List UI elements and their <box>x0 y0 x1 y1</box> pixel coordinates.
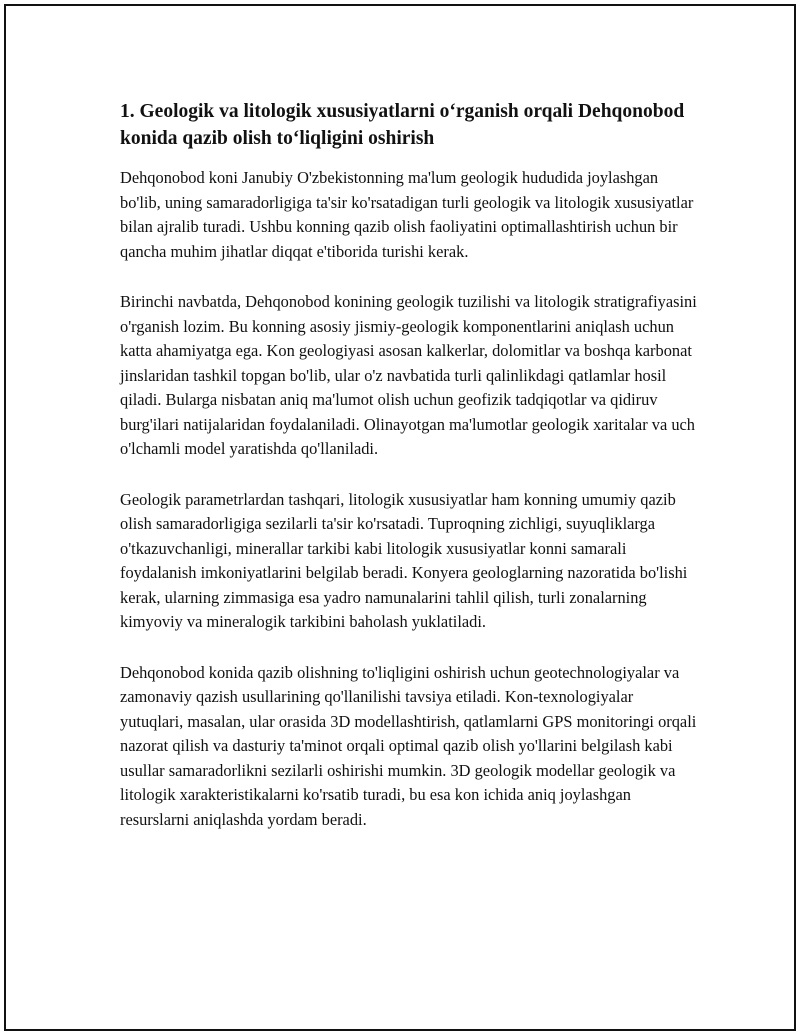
document-page <box>4 4 796 1031</box>
paragraph-technologies: Dehqonobod konida qazib olishning to'liqligini oshirish uchun geotechnologiyalar va zamonaviy qazish usullarining qo'llanilishi tavsiya etiladi. Kon-texnologiyalar yutuqlari, masalan, ular orasida 3D modellashtirish, qatlamlarni GPS monitoringi orqali nazorat qilish va dasturiy ta'minot orqali optimal qazib olish yo'llarini belgilash kabi usullar samaradorlikni sezilarli oshirishi mumkin. 3D geologik modellar geologik va litologik xarakteristikalarni ko'rsatib turadi, bu esa kon ichida aniq joylashgan resurslarni aniqlashda yordam beradi. <box>120 662 697 829</box>
paragraph-lithology: Geologik parametrlardan tashqari, litologik xususiyatlar ham konning umumiy qazib olish samaradorligiga sezilarli ta'sir ko'rsatadi. Tuproqning zichligi, suyuqliklarga o'tkazuvchanligi, minerallar tarkibi kabi litologik xususiyatlar konni samarali foydalanish imkoniyatlarini belgilab beradi. Konyera geologlarning nazoratida bo'lishi kerak, ularning zimmasiga esa yadro namunalarini tahlil qilish, turli zonalarning kimyoviy va mineralogik tarkibini baholash yuklatiladi. <box>120 489 688 631</box>
document-body <box>120 98 700 858</box>
paragraph-intro: Dehqonobod koni Janubiy O'zbekistonning ma'lum geologik hududida joylashgan bo'lib, uning samaradorligiga ta'sir ko'rsatadigan turli geologik va litologik xususiyatlar bilan ajralib turadi. Ushbu konning qazib olish faoliyatini optimallashtirish uchun bir qancha muhim jihatlar diqqat e'tiborida turishi kerak. <box>120 168 694 261</box>
document-title: 1. Geologik va litologik xususiyatlarni o‘rganish orqali Dehqonobod konida qazib olish to‘liqligini oshirish <box>120 101 685 149</box>
paragraph-geology-structure: Birinchi navbatda, Dehqonobod konining geologik tuzilishi va litologik stratigrafiyasini o'rganish lozim. Bu konning asosiy jismiy-geologik komponentlarini aniqlash uchun katta ahamiyatga ega. Kon geologiyasi asosan kalkerlar, dolomitlar va boshqa karbonat jinslaridan tashkil topgan bo'lib, ular o'z navbatida turli qalinlikdagi qatlamlar hosil qiladi. Bularga nisbatan aniq ma'lumot olish uchun geofizik tadqiqotlar va qidiruv burg'ilari natijalaridan foydalaniladi. Olinayotgan ma'lumotlar geologik xaritalar va uch o'lchamli model yaratishda qo'llaniladi. <box>120 292 697 458</box>
